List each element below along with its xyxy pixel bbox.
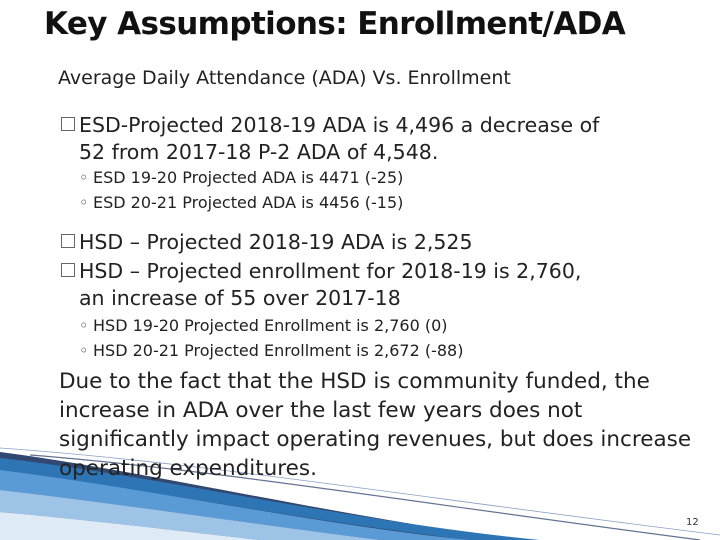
bullet-text-line1: HSD – Projected enrollment for 2018-19 is 2,760, [79, 259, 582, 283]
sub-bullet-text: HSD 19-20 Projected Enrollment is 2,760 (0) [93, 316, 448, 335]
circle-bullet-icon: ◦ [79, 316, 89, 335]
checkbox-bullet-icon [61, 263, 75, 277]
slide-title: Key Assumptions: Enrollment/ADA [44, 6, 626, 42]
checkbox-bullet-icon [61, 117, 75, 131]
bullet-esd-projected [61, 111, 599, 140]
checkbox-bullet-icon [61, 234, 75, 248]
conclusion-paragraph: Due to the fact that the HSD is community funded, the increase in ADA over the last few years does not significantly impact operating revenues, but does increase operating expenditures. [59, 369, 692, 481]
bullet-text-line2: 52 from 2017-18 P-2 ADA of 4,548. [79, 140, 439, 164]
slide-subtitle: Average Daily Attendance (ADA) Vs. Enrollment [58, 67, 511, 89]
sub-bullet-text: ESD 20-21 Projected ADA is 4456 (-15) [93, 193, 404, 212]
sub-bullet-esd-2021 [79, 193, 403, 212]
sub-bullet-text: HSD 20-21 Projected Enrollment is 2,672 (-88) [93, 341, 464, 360]
sub-bullet-hsd-2021 [79, 341, 463, 360]
sub-bullet-esd-1920 [79, 168, 403, 187]
bullet-text-line1: HSD – Projected 2018-19 ADA is 2,525 [79, 230, 473, 254]
sub-bullet-text: ESD 19-20 Projected ADA is 4471 (-25) [93, 168, 404, 187]
bullet-hsd-ada [61, 228, 473, 257]
circle-bullet-icon: ◦ [79, 193, 89, 212]
circle-bullet-icon: ◦ [79, 341, 89, 360]
circle-bullet-icon: ◦ [79, 168, 89, 187]
bullet-hsd-enrollment [61, 257, 581, 286]
page-number: 12 [686, 517, 699, 528]
bullet-text-line1: ESD-Projected 2018-19 ADA is 4,496 a decrease of [79, 113, 600, 137]
bullet-text-line2: an increase of 55 over 2017-18 [79, 286, 401, 310]
sub-bullet-hsd-1920 [79, 316, 448, 335]
